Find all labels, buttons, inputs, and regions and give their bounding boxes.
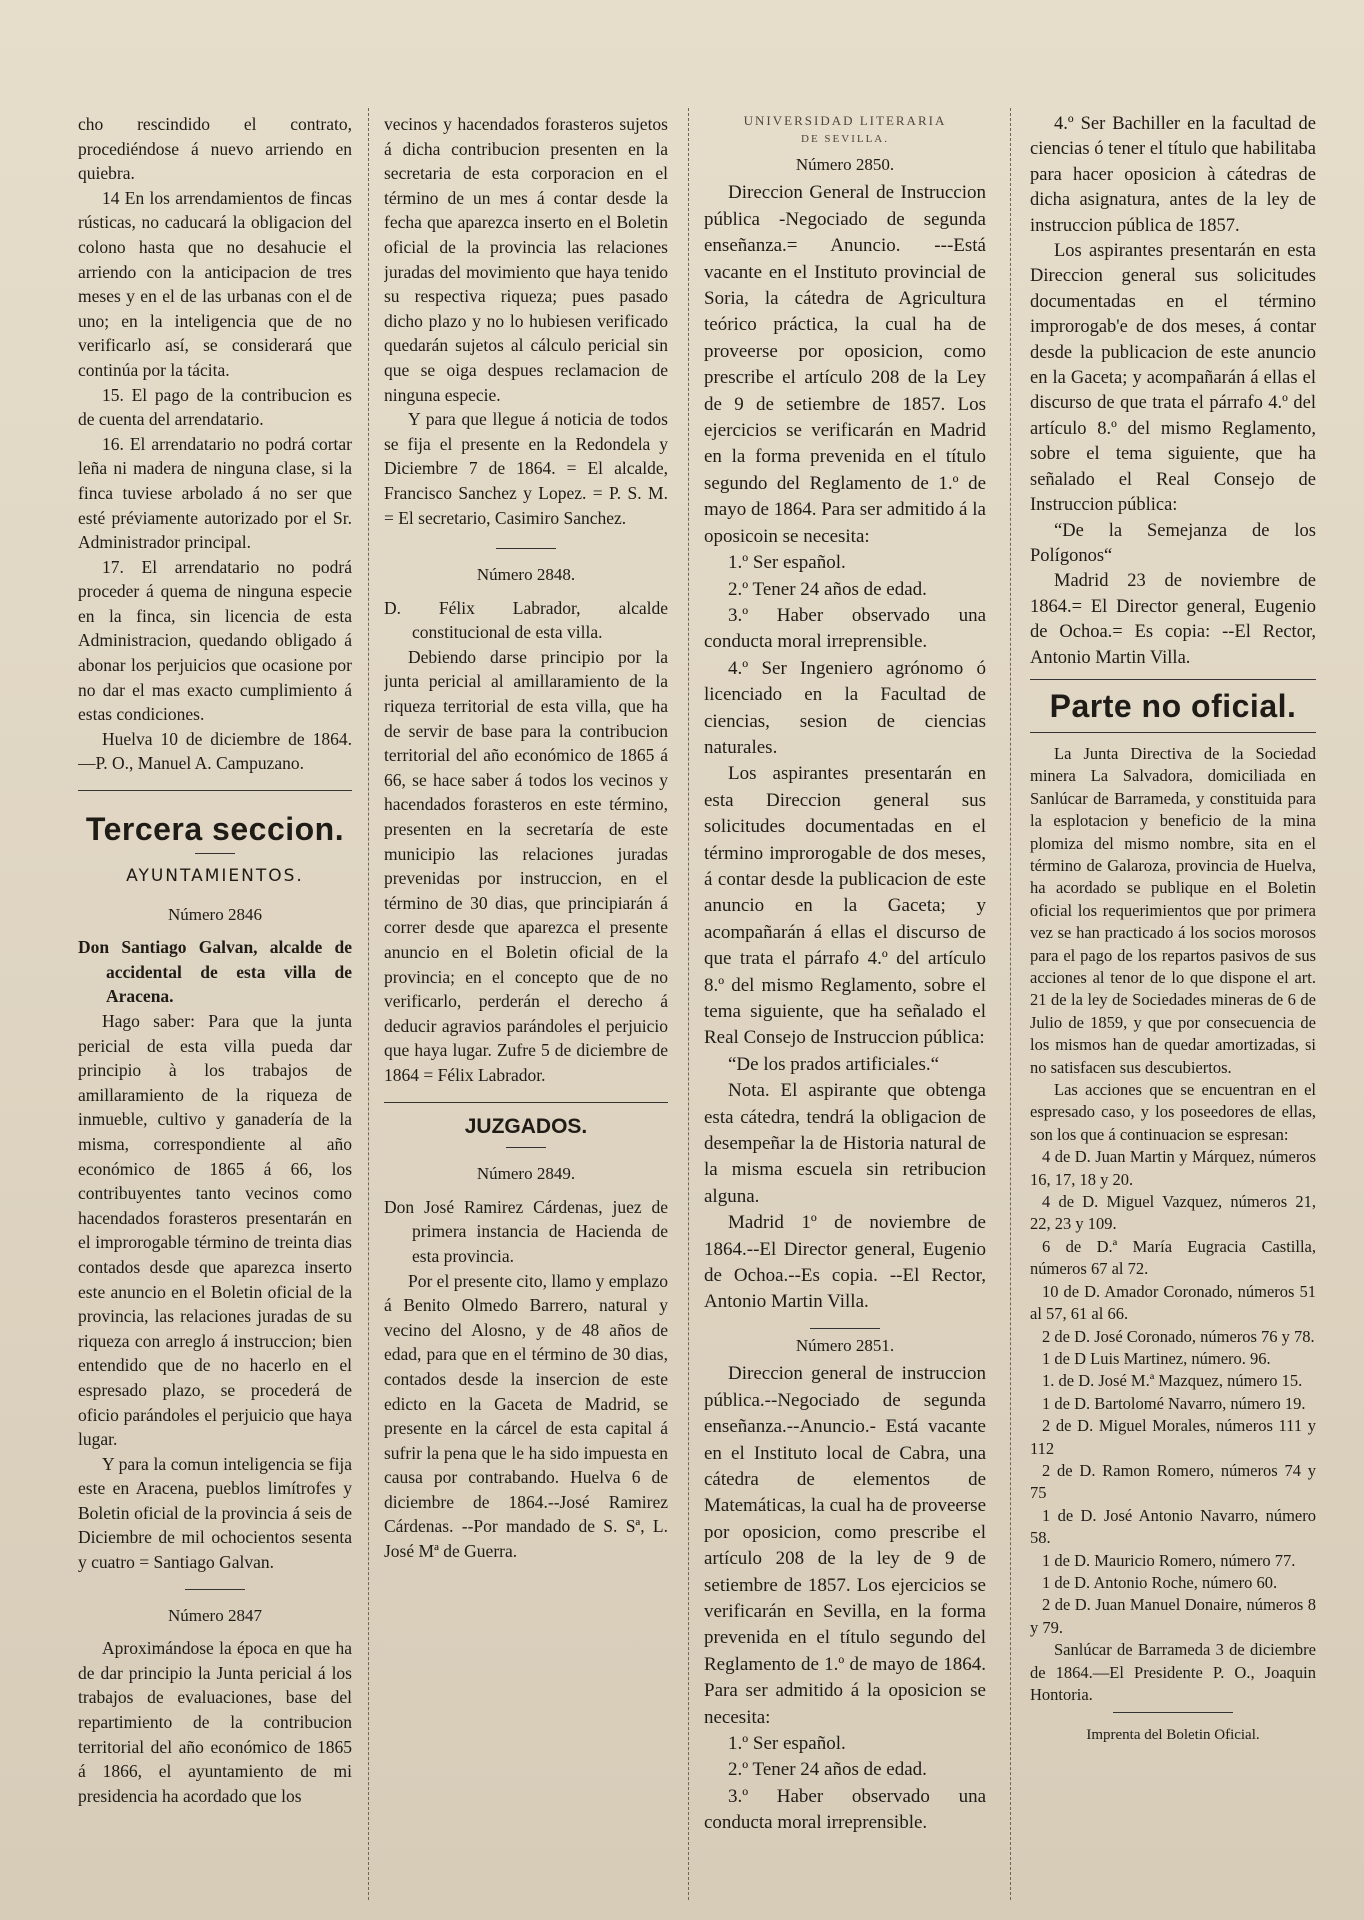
requirement: 1.º Ser español.: [728, 552, 846, 574]
list-item: 1 de D. José Antonio Navarro, número 58.: [1030, 1505, 1316, 1548]
divider: [185, 1589, 245, 1590]
list-item: 6 de D.ª María Eugracia Castilla, números 67 al 72.: [1030, 1236, 1316, 1279]
notice-heading: D. Félix Labrador, alcalde constitucional de esta villa.: [384, 597, 668, 643]
section-title: Tercera seccion.: [85, 811, 345, 848]
notice-number: Número 2849.: [476, 1164, 576, 1184]
subsection-title: AYUNTAMIENTOS.: [126, 866, 304, 887]
paragraph: “De la Semejanza de los Polígonos“: [1030, 520, 1316, 566]
paragraph: Debiendo darse principio por la junta pericial al amillaramiento de la riqueza territorial de esta villa, que ha de servir de base para la contribucion territorial del año económico de 1865 á 66, se hace saber á todos los vecinos y hacendados forasteros en este término, presenten en la secretaría de este municipio las relaciones juradas prevenidas por instruccion, en el término de 30 dias, que principiarán á correr desde que aparezca el presente anuncio en el Boletin oficial de la provincia; en el concepto que de no verificarlo, perderán el derecho á deducir agravios parándoles el perjuicio que haya lugar. Zufre 5 de diciembre de 1864 = Félix Labrador.: [384, 646, 668, 1085]
paragraph: Madrid 1º de noviembre de 1864.--El Director general, Eugenio de Ochoa.--Es copia. --El Rector, Antonio Martin Villa.: [704, 1212, 986, 1313]
column-2: [384, 112, 668, 1910]
divider: [195, 853, 235, 854]
divider: [810, 1328, 880, 1329]
paragraph: 15. El pago de la contribucion es de cuenta del arrendatario.: [78, 384, 352, 430]
paragraph: Direccion general de instruccion pública.--Negociado de segunda enseñanza.--Anuncio.- Está vacante en el Instituto local de Cabra, una cátedra de elementos de Matemáticas, la cual ha de proveerse por oposicion, como prescribe el artículo 208 de la ley de 9 de setiembre de 1857. Los ejercicios se verificarán en Sevilla, en la forma prevenida en el título segundo del Reglamento de 1.º de mayo de 1864. Para ser admitido á la oposicion se necesita:: [704, 1363, 986, 1728]
list-item: 1 de D. Bartolomé Navarro, número 19.: [1042, 1393, 1306, 1413]
divider: [1030, 679, 1316, 680]
notice-number: Número 2851.: [795, 1335, 895, 1355]
list-item: 2 de D. Juan Manuel Donaire, números 8 y 79.: [1030, 1595, 1316, 1637]
requirement: 2.º Tener 24 años de edad.: [728, 1759, 927, 1781]
divider: [1030, 732, 1316, 733]
requirement: 1.º Ser español.: [728, 1732, 846, 1754]
divider: [384, 1102, 668, 1103]
list-item: 1 de D. Mauricio Romero, número 77.: [1042, 1550, 1296, 1570]
shareholder-list: [1030, 1146, 1316, 1639]
list-item: 2 de D. Ramon Romero, números 74 y 75: [1030, 1460, 1316, 1503]
paragraph: La Junta Directiva de la Sociedad minera La Salvadora, domiciliada en Sanlúcar de Barrameda, y constituida para la esplotacion y beneficio de la mina plomiza del mismo nombre, sita en el término de Galaroza, provincia de Huelva, ha acordado se publique en el Boletin oficial los requerimientos que por primera vez se han practicado á los socios morosos para el pago de los repartos pasivos de sus acciones al tenor de lo que dispone el art. 21 de la ley de Sociedades mineras de 6 de Julio de 1859, y que por consecuencia de los mismos han de quedar amortizadas, si no satisfacen sus descubiertos.: [1030, 743, 1316, 1077]
requirement: 4.º Ser Bachiller en la facultad de ciencias ó tener el título que habilitaba para hacer oposicion à cátedras de dicha asignatura, antes de la ley de instruccion pública de 1857.: [1030, 114, 1316, 236]
paragraph: Direccion General de Instruccion pública -Negociado de segunda enseñanza.= Anuncio. ---Está vacante en el Instituto provincial de Soria, la cátedra de Agricultura teórico práctica, la cual ha de proveerse por oposicion, como prescribe el artículo 208 de la Ley de 9 de setiembre de 1857. Los ejercicios se verificarán en Madrid en la forma prevenida en el título segundo del Reglamento de 1.º de mayo de 1864. Para ser admitido á la oposicoin se necesita:: [704, 182, 986, 547]
paragraph: Los aspirantes presentarán en esta Direccion general sus solicitudes documentadas en el término improrogab'e de dos meses, á contar desde la publicacion de este anuncio en la Gaceta; y acompañarán á ellas el discurso de que trata el párrafo 4.º del artículo 8.º del mismo Reglamento, sobre el tema siguiente, que ha señalado el Real Consejo de Instruccion pública:: [1030, 241, 1316, 516]
paragraph: Hago saber: Para que la junta pericial de esta villa pueda dar principio à los trabajos de amillaramiento de la riqueza de inmueble, cultivo y ganadería de la misma, correspondiente al año económico de 1865 á 66, los contribuyentes tanto vecinos como hacendados forasteros presentarán en el improrogable término de treinta dias contados desde que aparezca inserto este anuncio en el Boletin oficial de la provincia, las relaciones juradas de su riqueza con arreglo á instruccion; bien entendido que de no hacerlo en el espresado plazo, se procederá de oficio parándoles el perjuicio que haya lugar.: [78, 1011, 352, 1450]
printer-footer: Imprenta del Boletin Oficial.: [1086, 1727, 1260, 1744]
column-1: [78, 112, 352, 1910]
paragraph: Y para la comun inteligencia se fija este en Aracena, pueblos limítrofes y Boletin oficial de la provincia á seis de Diciembre de mil ochocientos sesenta y cuatro = Santiago Galvan.: [78, 1453, 352, 1573]
column-3: [704, 112, 986, 1910]
notice-heading: Don José Ramirez Cárdenas, juez de primera instancia de Hacienda de esta provincia.: [384, 1196, 668, 1266]
paragraph: Las acciones que se encuentran en el espresado caso, y los poseedores de ellas, son los que á continuacion se espresan:: [1030, 1080, 1316, 1144]
requirement: 4.º Ser Ingeniero agrónomo ó licenciado en la Facultad de ciencias, sesion de ciencias naturales.: [704, 657, 986, 758]
column-4: [1030, 112, 1316, 1910]
divider: [78, 790, 352, 791]
list-item: 1 de D Luis Martinez, número. 96.: [1042, 1348, 1271, 1368]
requirement: 3.º Haber observado una conducta moral irreprensible.: [704, 604, 986, 653]
section-title: Parte no oficial.: [1049, 687, 1297, 724]
requirement: 3.º Haber observado una conducta moral irreprensible.: [704, 1785, 986, 1834]
column-divider: [688, 108, 689, 1900]
requirement: 2.º Tener 24 años de edad.: [728, 578, 927, 600]
divider: [496, 548, 556, 549]
paragraph: vecinos y hacendados forasteros sujetos á dicha contribucion presenten en la secretaria de esta corporacion en el término de un mes á contar desde la fecha que aparezca inserto en el Boletin oficial de la provincia las relaciones juradas del movimiento que haya tenido su respectiva riqueza; pues pasado dicho plazo y no lo hubiesen verificado quedarán sujetos al cálculo pericial sin que se oiga despues reclamacion de ninguna especie.: [384, 114, 668, 405]
paragraph: Y para que llegue á noticia de todos se fija el presente en la Redondela y Diciembre 7 de 1864. = El alcalde, Francisco Sanchez y Lopez. = P. S. M. = El secretario, Casimiro Sanchez.: [384, 409, 668, 528]
paragraph: 16. El arrendatario no podrá cortar leña ni madera de ninguna clase, si la finca tuviese arbolado á no ser que esté préviamente autorizado por el Sr. Administrador principal.: [78, 433, 352, 553]
list-item: 4 de D. Miguel Vazquez, números 21, 22, 23 y 109.: [1030, 1192, 1316, 1234]
institution-title: UNIVERSIDAD LITERARIA: [743, 113, 947, 128]
notice-number: Número 2846: [168, 904, 262, 924]
divider: [506, 1147, 546, 1148]
list-item: 1. de D. José M.ª Mazquez, número 15.: [1042, 1371, 1303, 1391]
notice-number: Número 2847: [168, 1605, 262, 1625]
list-item: 10 de D. Amador Coronado, números 51 al 57, 61 al 66.: [1030, 1281, 1316, 1324]
paragraph: Huelva 10 de diciembre de 1864. —P. O., Manuel A. Campuzano.: [78, 728, 352, 774]
paragraph: 17. El arrendatario no podrá proceder á quema de ninguna especie en la finca, sin licencia de esta Administracion, quedando obligado á abonar los perjuicios que ocasione por no dar el mas exacto cumplimiento á estas condiciones.: [78, 556, 352, 725]
institution-subtitle: DE SEVILLA.: [801, 133, 889, 145]
paragraph: Aproximándose la época en que ha de dar principio la Junta pericial á los trabajos de evaluaciones, base del repartimiento de la contribucion territorial del año económico de 1865 á 1866, el ayuntamiento de mi presidencia ha acordado que los: [78, 1638, 352, 1806]
notice-number: Número 2850.: [795, 155, 895, 174]
list-item: 2 de D. Miguel Morales, números 111 y 112: [1030, 1416, 1316, 1458]
paragraph: Sanlúcar de Barrameda 3 de diciembre de 1864.—El Presidente P. O., Joaquin Hontoria.: [1030, 1640, 1316, 1704]
notice-number: Número 2848.: [476, 565, 576, 585]
notice-heading: Don Santiago Galvan, alcalde de accidental de esta villa de Aracena.: [78, 937, 352, 1007]
list-item: 1 de D. Antonio Roche, número 60.: [1042, 1572, 1278, 1592]
paragraph: Los aspirantes presentarán en esta Direccion general sus solicitudes documentadas en el término improrogable de dos meses, á contar desde la publicacion de este anuncio en la Gaceta; y acompañarán á ellas el discurso de que trata el párrafo 4.º del artículo 8.º del mismo Reglamento, sobre el tema siguiente, que ha señalado el Real Consejo de Instruccion pública:: [704, 763, 986, 1049]
paragraph: 14 En los arrendamientos de fincas rústicas, no caducará la obligacion del colono hasta que no desahucie el arriendo con la anticipacion de tres meses y en el de las urbanas con el de uno; en la inteligencia que de no verificarlo así, se considerará que continúa por la tácita.: [78, 187, 352, 380]
divider: [1113, 1712, 1233, 1713]
paragraph: Madrid 23 de noviembre de 1864.= El Director general, Eugenio de Ochoa.= Es copia: --El Rector, Antonio Martin Villa.: [1030, 571, 1316, 668]
paragraph: Nota. El aspirante que obtenga esta cátedra, tendrá la obligacion de desempeñar la de Historia natural de la misma escuela sin retribucion alguna.: [704, 1080, 986, 1207]
paragraph: Por el presente cito, llamo y emplazo á Benito Olmedo Barrero, natural y vecino del Alosno, y de 48 años de edad, para que en el término de 30 dias, contados desde la insercion de este edicto en la Gaceta de Madrid, se presente en la cárcel de esta capital á sufrir la pena que le ha sido impuesta en causa por contrabando. Huelva 6 de diciembre de 1864.--José Ramirez Cárdenas. --Por mandado de S. Sª, L. José Mª de Guerra.: [384, 1270, 668, 1562]
list-item: 4 de D. Juan Martin y Márquez, números 16, 17, 18 y 20.: [1030, 1147, 1316, 1189]
column-divider: [1010, 108, 1011, 1900]
list-item: 2 de D. José Coronado, números 76 y 78.: [1042, 1326, 1315, 1346]
subsection-title: JUZGADOS.: [464, 1114, 588, 1138]
paragraph: cho rescindido el contrato, procediéndose á nuevo arriendo en quiebra.: [78, 114, 352, 184]
paragraph: “De los prados artificiales.“: [728, 1053, 940, 1075]
column-divider: [368, 108, 369, 1900]
